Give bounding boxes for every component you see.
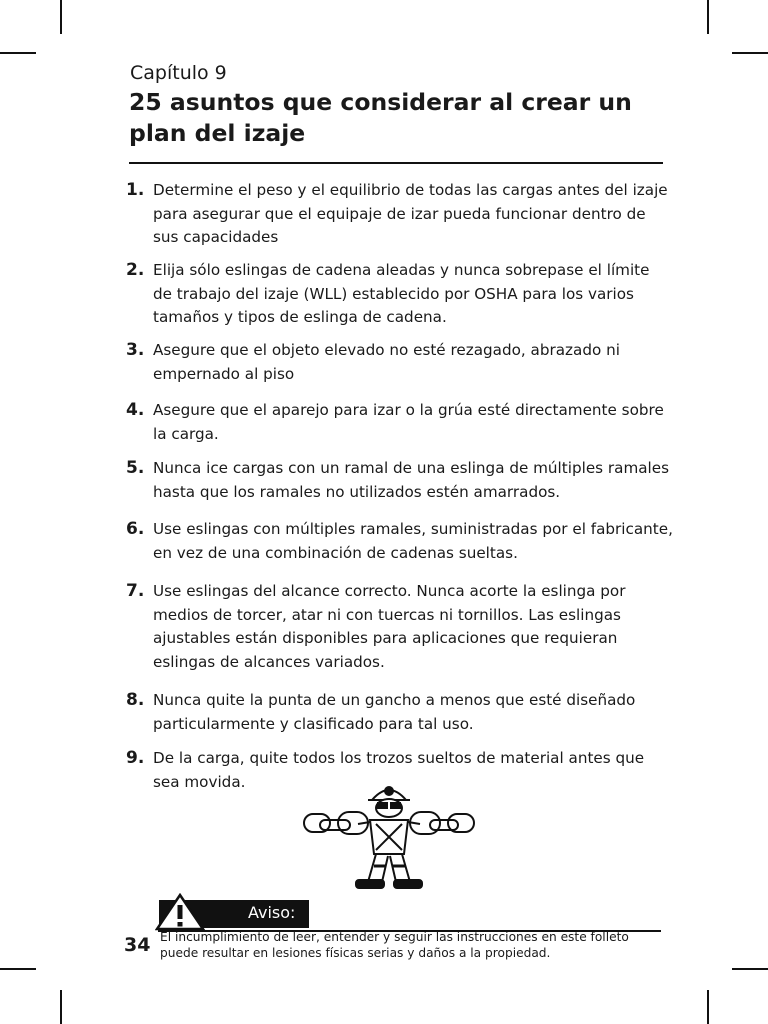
item-number: 1. xyxy=(126,180,145,200)
item-text: Determine el peso y el equilibrio de todas las cargas antes del izaje para asegurar que el equipaje de izar pueda funcionar dentro de sus capacidades xyxy=(153,181,668,246)
crop-mark xyxy=(60,990,62,1024)
item-number: 2. xyxy=(126,260,145,280)
page-number: 34 xyxy=(124,934,151,956)
chapter-label: Capítulo 9 xyxy=(130,62,227,84)
crop-mark xyxy=(60,0,62,34)
item-text: Use eslingas con múltiples ramales, suministradas por el fabricante, en vez de una combinación de cadenas sueltas. xyxy=(153,520,673,562)
item-number: 8. xyxy=(126,690,145,710)
item-number: 3. xyxy=(126,340,145,360)
crop-mark xyxy=(732,52,768,54)
item-text: Nunca ice cargas con un ramal de una eslinga de múltiples ramales hasta que los ramales no utilizados estén amarrados. xyxy=(153,459,670,501)
item-number: 4. xyxy=(126,400,145,420)
footer-warning-text: El incumplimiento de leer, entender y seguir las instrucciones en este folleto puede resultar en lesiones físicas serias y daños a la propiedad. xyxy=(160,930,629,960)
item-text: De la carga, quite todos los trozos sueltos de material antes que sea movida. xyxy=(153,749,645,791)
item-text: Elija sólo eslingas de cadena aleadas y nunca sobrepase el límite de trabajo del izaje (WLL) establecido por OSHA para los varios tamaños y tipos de eslinga de cadena. xyxy=(153,261,650,326)
crop-mark xyxy=(732,968,768,970)
item-text: Asegure que el aparejo para izar o la grúa esté directamente sobre la carga. xyxy=(153,401,664,443)
worker-with-chains-illustration xyxy=(298,776,480,894)
crop-mark xyxy=(707,0,709,34)
crop-mark xyxy=(0,52,36,54)
item-text: Asegure que el objeto elevado no esté rezagado, abrazado ni empernado al piso xyxy=(153,341,620,383)
item-number: 6. xyxy=(126,519,145,539)
warning-label: Aviso: xyxy=(248,903,296,922)
item-number: 5. xyxy=(126,458,145,478)
item-text: Nunca quite la punta de un gancho a menos que esté diseñado particularmente y clasificado para tal uso. xyxy=(153,691,636,733)
item-text: Use eslingas del alcance correcto. Nunca acorte la eslinga por medios de torcer, atar ni con tuercas ni tornillos. Las eslingas ajustables están disponibles para aplicaciones que requieran eslingas de alcances variados. xyxy=(153,582,626,671)
item-number: 7. xyxy=(126,581,145,601)
crop-mark xyxy=(0,968,36,970)
item-number: 9. xyxy=(126,748,145,768)
title-divider xyxy=(129,162,663,164)
crop-mark xyxy=(707,990,709,1024)
page-title: 25 asuntos que considerar al crear un plan del izaje xyxy=(129,88,632,147)
warning-triangle-icon xyxy=(155,893,205,931)
